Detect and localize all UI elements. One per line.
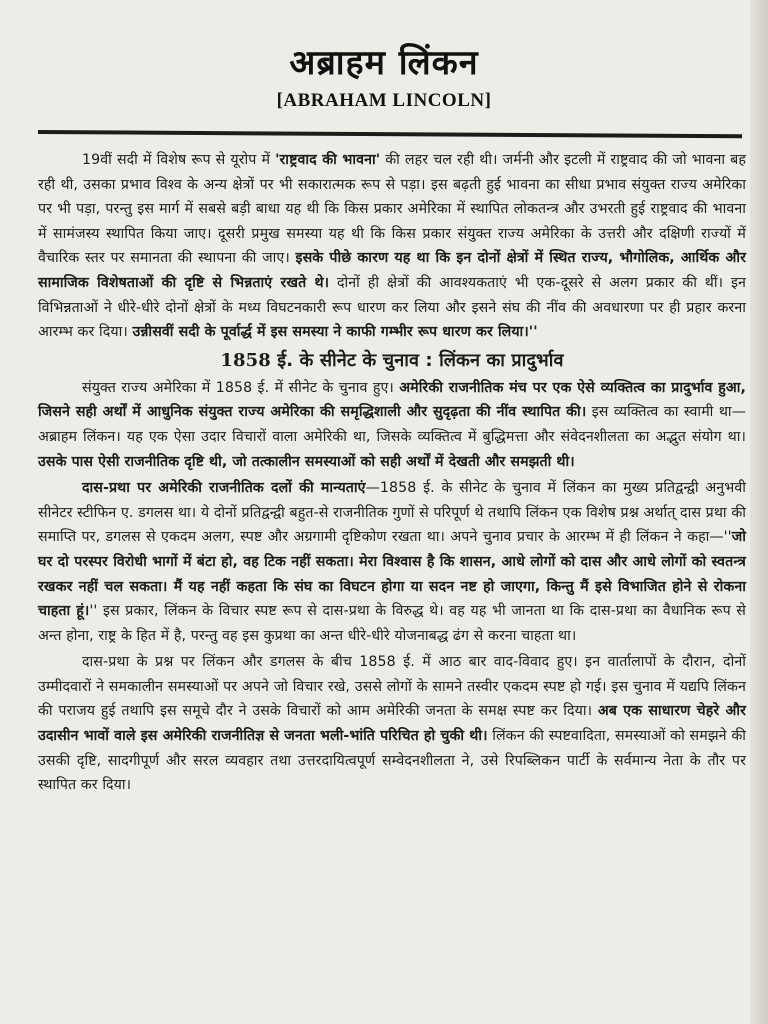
paragraph-emphasis: उसके पास ऐसी राजनीतिक दृष्टि थी, जो तत्कालीन समस्याओं को सही अर्थों में देखती और समझती थी।: [38, 453, 575, 470]
paragraph-intro-text: दोनों ही क्षेत्रों की आवश्यकताएं भी एक-दूसरे से अलग प्रकार की थीं। इन विभिन्नताओं ने धीरे-धीरे दोनों क्षेत्रों के मध्य विघटनकारी रूप धारण कर लिया और इसने संघ की नींव की अवधारणा पर ही प्रहार करना आरम्भ कर दिया।: [38, 274, 746, 341]
section-heading: [38, 347, 746, 375]
section-heading-year: 1858: [220, 349, 271, 371]
paragraph-intro-text: 19वीं सदी में विशेष रूप से यूरोप में: [82, 152, 276, 168]
paragraph-intro: [38, 148, 746, 345]
section-heading-text: ई. के सीनेट के चुनाव : लिंकन का प्रादुर्भाव: [270, 349, 564, 371]
paragraph-emphasis: अमेरिकी राजनीतिक मंच पर एक ऐसे व्यक्तित्व का प्रादुर्भाव हुआ, जिसने सही अर्थों में आधुनिक संयुक्त राज्य अमेरिका की समृद्धिशाली और सुदृढ़ता की नींव स्थापित की।: [38, 379, 747, 421]
paragraph-text: संयुक्त राज्य अमेरिका में 1858 ई. में सीनेट के चुनाव हुए।: [82, 379, 400, 396]
paragraph-intro-emphasis: उन्नीसवीं सदी के पूर्वार्द्ध में इस समस्या ने काफी गम्भीर रूप धारण कर लिया।'': [132, 324, 538, 341]
paragraph-debates: [38, 650, 746, 798]
paragraph-emphasis: अब एक साधारण चेहरे और उदासीन भावों वाले इस अमेरिकी राजनीतिज्ञ से जनता भली-भांति परिचित हो चुकी थी।: [38, 703, 747, 745]
page-edge-shadow: [750, 0, 768, 1024]
paragraph-lead-heading: दास-प्रथा पर अमेरिकी राजनीतिक दलों की मान्यताएं: [82, 480, 366, 497]
paragraph-text: '' इस प्रकार, लिंकन के विचार स्पष्ट रूप से दास-प्रथा के विरुद्ध थे। वह यह भी जानता था कि दास-प्रथा का वैधानिक रूप से अन्त होना, राष्ट्र के हित में है, परन्तु वह इस कुप्रथा का अन्त धीरे-धीरे योजनाबद्ध ढंग से करना चाहता था।: [38, 603, 746, 644]
paragraph-text: लिंकन की स्पष्टवादिता, समस्याओं को समझने की उसकी दृष्टि, सादगीपूर्ण और सरल व्यवहार तथा उत्तरदायित्वपूर्ण सम्वेदनशीलता ने, उसे रिपब्लिकन पार्टी के सर्वमान्य नेता के तौर पर स्थापित कर दिया।: [38, 728, 746, 794]
paragraph-text: इस व्यक्तित्व का स्वामी था—अब्राहम लिंकन। यह एक ऐसा उदार विचारों वाला अमेरिकी था, जिसके व्यक्तित्व में बुद्धिमत्ता और संवेदनशीलता का अद्भुत संयोग था।: [38, 404, 746, 445]
page-subtitle: [ABRAHAM LINCOLN]: [276, 90, 492, 111]
paragraph-slavery-views: [38, 476, 746, 648]
paragraph-senate-election: [38, 376, 746, 474]
title-divider: [38, 130, 742, 138]
paragraph-intro-emphasis: 'राष्ट्रवाद की भावना': [275, 152, 381, 168]
paragraph-text: दास-प्रथा के प्रश्न पर लिंकन और डगलस के बीच 1858 ई. में आठ बार वाद-विवाद हुए। इन वार्तालापों के दौरान, दोनों उम्मीदवारों ने समकालीन समस्याओं पर अपने जो विचार रखे, उससे लोगों के सामने तस्वीर एकदम स्पष्ट हो गई। इस चुनाव में यद्यपि लिंकन की पराजय हुई तथापि इस समूचे दौर ने उसके विचारों को आम अमेरिकी जनता के समक्ष स्पष्ट कर दिया।: [38, 654, 746, 720]
article-body: [38, 148, 746, 800]
page-title: अब्राहम लिंकन: [289, 43, 479, 83]
paragraph-intro-emphasis: इसके पीछे कारण यह था कि इन दोनों क्षेत्रों में स्थित राज्य, भौगोलिक, आर्थिक और सामाजिक विशेषताओं की दृष्टि से भिन्नताएं रखते थे।: [38, 250, 747, 291]
lincoln-quote: जो घर दो परस्पर विरोधी भागों में बंटा हो, वह टिक नहीं सकता। मेरा विश्वास है कि शासन, आधे लोगों को दास और आधे लोगों को स्वतन्त्र रखकर नहीं चल सकता। मैं यह नहीं कहता कि संघ का विघटन होगा या सदन नष्ट हो जाएगा, किन्तु मैं इसे विभाजित होने से रोकना चाहता हूं।: [38, 529, 746, 620]
paragraph-text: —1858 ई. के सीनेट के चुनाव में लिंकन का मुख्य प्रतिद्वन्द्वी अनुभवी सीनेटर स्टीफिन ए. डगलस था। ये दोनों प्रतिद्वन्द्वी बहुत-से राजनीतिक गुणों से परिपूर्ण थे तथापि लिंकन एक विशेष प्रश्न अर्थात् दास प्रथा की समाप्ति पर, डगलस से एकदम अलग, स्पष्ट और अग्रगामी दृष्टिकोण रखता था। अपने चुनाव प्रचार के आरम्भ में ही लिंकन ने कहा—'': [38, 480, 746, 546]
paragraph-intro-text: की लहर चल रही थी। जर्मनी और इटली में राष्ट्रवाद की जो भावना बह रही थी, उसका प्रभाव विश्व के अन्य क्षेत्रों पर भी सकारात्मक रूप से पड़ा। इस बढ़ती हुई भावना का सीधा प्रभाव संयुक्त राज्य अमेरिका पर भी पड़ा, परन्तु इस मार्ग में सबसे बड़ी बाधा यह थी कि किस प्रकार अमेरिका में स्थापित लोकतन्त्र और उभरती हुई राष्ट्रवाद की भावना में सामंजस्य स्थापित किया जाए। दूसरी प्रमुख समस्या यह थी कि किस प्रकार संयुक्त राज्य अमेरिका के उत्तरी और दक्षिणी राज्यों में वैचारिक स्तर पर समानता की स्थापना की जाए।: [38, 152, 746, 267]
